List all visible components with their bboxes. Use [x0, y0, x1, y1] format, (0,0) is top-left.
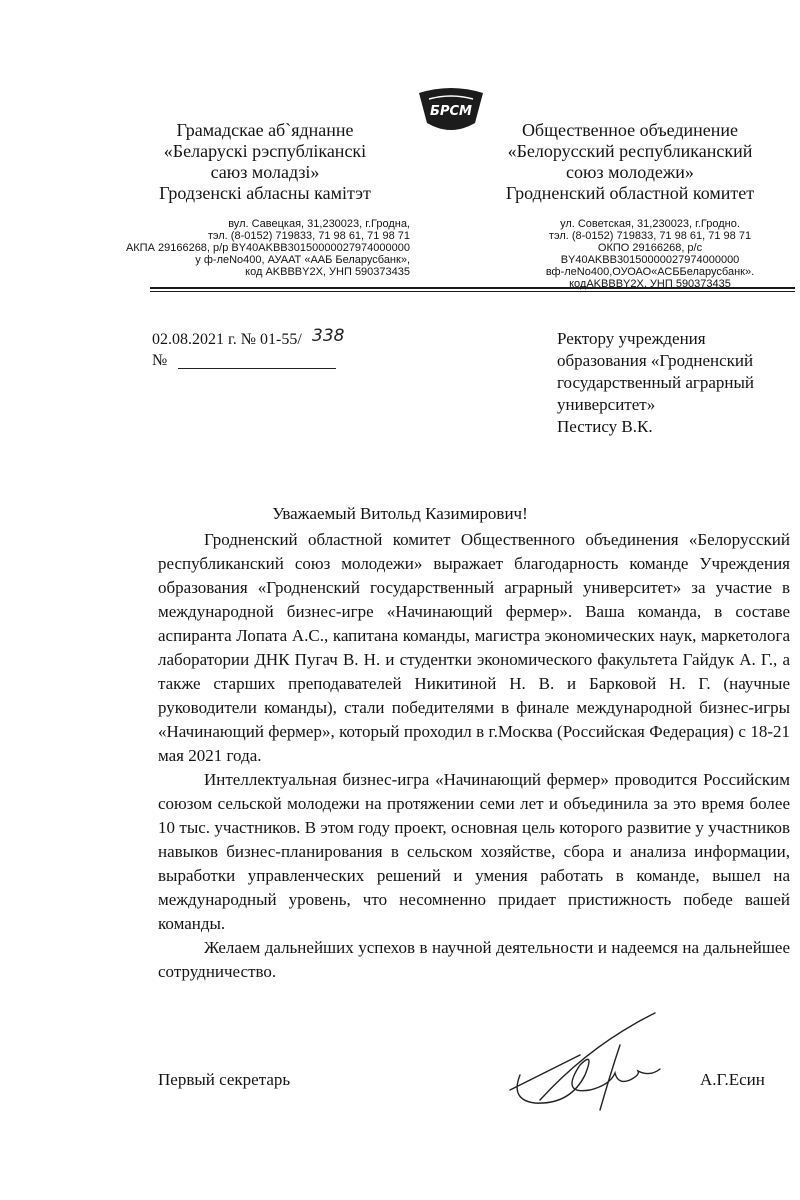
reference-no-label: №: [152, 352, 168, 369]
addressee-line: образования «Гродненский: [557, 351, 754, 370]
address-line: у ф-леNo400, АУААТ «ААБ Беларусбанк»,: [195, 254, 410, 266]
greeting: Уважаемый Витольд Казимирович!: [272, 504, 528, 523]
logo-text: БРСМ: [430, 104, 472, 119]
left-org-line: саюз моладзі»: [210, 162, 320, 182]
left-address: [120, 218, 410, 278]
brsm-logo: [415, 85, 487, 135]
address-line: тэл. (8-0152) 719833, 71 98 61, 71 98 71: [548, 230, 752, 242]
addressee-line: Ректору учреждения: [557, 329, 706, 348]
addressee-line: университет»: [557, 395, 656, 414]
address-line: ОКПО 29166268, р/с BY40AKBB30150000027974000000: [560, 242, 740, 266]
signatory-name: А.Г.Есин: [700, 1070, 765, 1089]
reference-date: 02.08.2021 г. № 01-55/: [152, 331, 302, 348]
signatory-title: Первый секретарь: [158, 1070, 291, 1089]
address-line: вул. Савецкая, 31,230023, г.Гродна,: [228, 218, 410, 230]
right-org-line: Общественное объединение: [521, 120, 739, 140]
address-line: код AKBBBY2X, УНП 590373435: [245, 266, 410, 278]
right-org-name: [480, 120, 780, 204]
right-address: [530, 218, 770, 290]
header-divider: [150, 287, 795, 289]
left-org-name: [140, 120, 390, 204]
right-org-line: союз молодежи»: [566, 162, 694, 182]
reference-blank-line: [178, 368, 336, 369]
body-paragraph: Интеллектуальная бизнес-игра «Начинающий фермер» проводится Российским союзом сельской молодежи на протяжении семи лет и объединила за это время более 10 тыс. участников. В этом году проект, основная цель которого развитие у участников навыков бизнес-планирования в сельском хозяйстве, сбора и анализа информации, выработки управленческих решений и умения работать в команде, вышел на международный уровень, что несомненно придает пристижность победе вашей команды.: [158, 770, 790, 933]
right-org-line: «Белорусский республиканский: [507, 141, 753, 161]
header-divider-thin: [150, 291, 795, 292]
left-org-line: «Беларускі рэспубліканскі: [163, 141, 367, 161]
addressee-line: Пестису В.К.: [557, 417, 653, 436]
address-line: тэл. (8-0152) 719833, 71 98 61, 71 98 71: [207, 230, 410, 242]
handwritten-signature: [500, 1005, 680, 1115]
addressee-block: [557, 328, 797, 438]
handwritten-number: 338: [312, 326, 345, 346]
address-line: АКПА 29166268, р/р BY40AKBB30150000027974000000: [125, 242, 410, 254]
body-paragraph: Гродненский областной комитет Общественного объединения «Белорусский республиканский союз молодежи» выражает благодарность команде Учреждения образования «Гродненский государственный аграрный университет» за участие в международной бизнес-игре «Начинающий фермер». Ваша команда, в составе аспиранта Лопата А.С., капитана команды, магистра экономических наук, маркетолога лаборатории ДНК Пугач В. Н. и студентки экономического факультета Гайдук А. Г., а также старших преподавателей Никитиной Н. В. и Барковой Н. Г. (научные руководители команды), стали победителями в финале международной бизнес-игры «Начинающий фермер», который проходил в г.Москва (Российская Федерация) с 18-21 мая 2021 года.: [158, 530, 790, 765]
address-line: вф-леNo400,ОУОАО«АСББеларусбанк».: [545, 266, 755, 278]
letter-body: [158, 528, 790, 984]
address-line: кодAKBBBY2X, УНП 590373435: [569, 278, 731, 290]
address-line: ул. Советская, 31,230023, г.Гродно.: [560, 218, 740, 230]
left-org-line: Грамадскае аб`яднанне: [176, 120, 354, 140]
left-org-line: Гродзенскі абласны камітэт: [159, 183, 371, 203]
addressee-line: государственный аграрный: [557, 373, 755, 392]
right-org-line: Гродненский областной комитет: [505, 183, 755, 203]
body-paragraph: Желаем дальнейших успехов в научной деятельности и надеемся на дальнейшее сотрудничество.: [158, 938, 790, 981]
